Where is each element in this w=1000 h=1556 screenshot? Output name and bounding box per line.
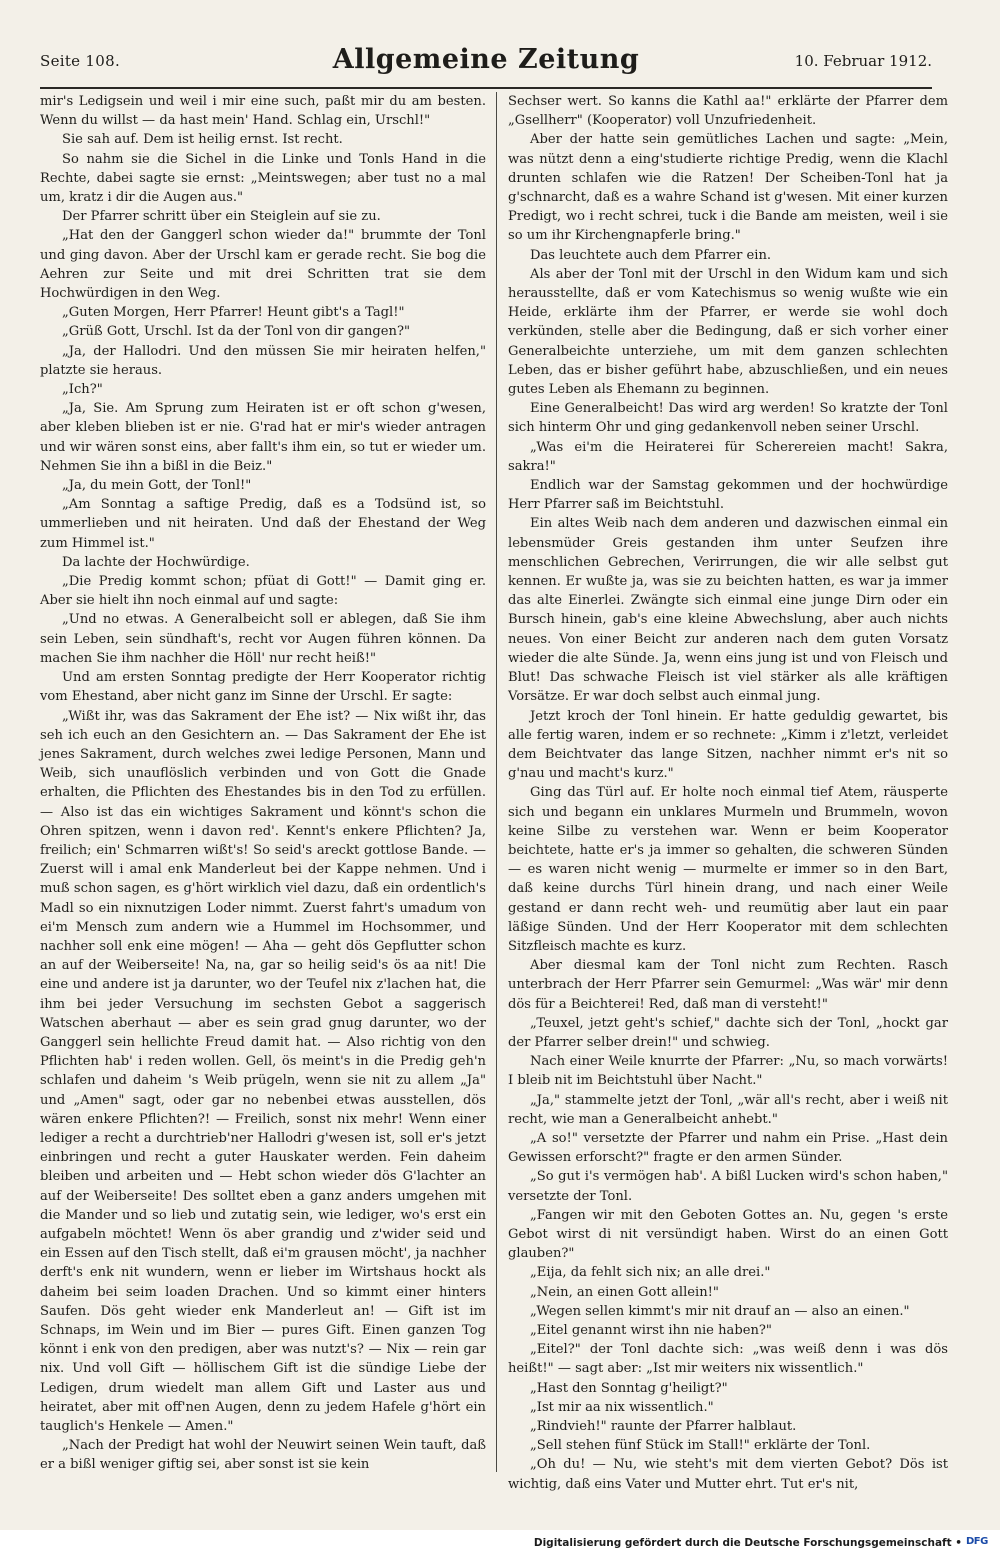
left-column-paragraph: „Guten Morgen, Herr Pfarrer! Heunt gibt's a Tagl!" bbox=[62, 305, 405, 321]
right-column-paragraph: „Nein, an einen Gott allein!" bbox=[530, 1284, 719, 1300]
right-column-paragraph: Endlich war der Samstag gekommen und der hochwürdige Herr Pfarrer saß im Beichtstuhl. bbox=[508, 478, 948, 513]
left-column-paragraph: „Hat den der Ganggerl schon wieder da!" brummte der Tonl und ging davon. Aber der Urschl kam er gerade recht. Sie bog die Aehren zur Seite und mit drei Schritten trat sie dem Hochwürdigen in den Weg. bbox=[40, 228, 486, 302]
right-column-paragraph: Ein altes Weib nach dem anderen und dazwischen einmal ein lebensmüder Greis gestanden ihm unter Seufzen ihre menschlichen Gebrechen, Verirrungen, die wir alle selbst gut kennen. Er wußte ja, was sie zu beichten hatten, es war ja immer das alte Einerlei. Zwängte sich einmal eine junge Dirn oder ein Bursch hinein, gab's eine kleine Abwechslung, aber auch nichts neues. Von einer Beicht zur anderen nach dem guten Vorsatz wieder die alte Sünde. Ja, wenn eins jung ist und von Fleisch und Blut! Das schwache Fleisch ist viel stärker als alle kräftigen Vorsätze. Er war doch selbst auch einmal jung. bbox=[508, 516, 948, 705]
dfg-logo-text: DFG bbox=[966, 1536, 988, 1547]
right-column-paragraph: Aber diesmal kam der Tonl nicht zum Rechten. Rasch unterbrach der Herr Pfarrer sein Gemurmel: „Was wär' mir denn dös für a Beichterei! Red, daß man di versteht!" bbox=[508, 958, 948, 1012]
right-column-paragraph: „Teuxel, jetzt geht's schief," dachte sich der Tonl, „hockt gar der Pfarrer selber drein!" und schwieg. bbox=[508, 1015, 948, 1050]
right-column-paragraph: Sechser wert. So kanns die Kathl aa!" erklärte der Pfarrer dem „Gsellherr" (Kooperator) voll Unzufriedenheit. bbox=[508, 94, 948, 129]
left-column-paragraph: „Ja, der Hallodri. Und den müssen Sie mir heiraten helfen," platzte sie heraus. bbox=[40, 343, 486, 378]
page-header bbox=[40, 44, 932, 84]
digitization-credit: Digitalisierung gefördert durch die Deutsche Forschungsgemeinschaft • bbox=[533, 1537, 962, 1549]
right-column-paragraph: „Eitel genannt wirst ihn nie haben?" bbox=[530, 1323, 772, 1338]
right-column-paragraph: „Wegen sellen kimmt's mir nit drauf an — also an einen." bbox=[530, 1303, 910, 1319]
right-column-paragraph: „Sell stehen fünf Stück im Stall!" erklärte der Tonl. bbox=[530, 1438, 871, 1454]
right-column-paragraph: „Ja," stammelte jetzt der Tonl, „wär all's recht, aber i weiß nit recht, wie man a Generalbeicht anhebt." bbox=[508, 1092, 948, 1127]
right-column-paragraph: „Eija, da fehlt sich nix; an alle drei." bbox=[530, 1265, 771, 1281]
left-column-paragraph: So nahm sie die Sichel in die Linke und Tonls Hand in die Rechte, dabei sagte sie ernst: „Meintswegen; aber tust no a mal um, kratz i dir die Augen aus." bbox=[40, 151, 486, 206]
masthead-title: Allgemeine Zeitung bbox=[332, 44, 640, 75]
right-column-paragraph: „Was ei'm die Heiraterei für Scherereien macht! Sakra, sakra!" bbox=[508, 439, 948, 474]
dfg-logo bbox=[966, 1536, 994, 1550]
right-column-paragraph: „Hast den Sonntag g'heiligt?" bbox=[530, 1380, 728, 1396]
left-column bbox=[40, 92, 486, 1472]
right-column-paragraph: „Ist mir aa nix wissentlich." bbox=[530, 1399, 714, 1415]
right-column-paragraph: Jetzt kroch der Tonl hinein. Er hatte geduldig gewartet, bis alle fertig waren, indem er so rechnete: „Kimm i z'letzt, verleidet dem Beichtvater das lange Sitzen, nachher nimmt er's nit so g'nau und macht's kurz." bbox=[508, 708, 948, 782]
column-divider bbox=[496, 92, 497, 1472]
right-column-paragraph: Das leuchtete auch dem Pfarrer ein. bbox=[530, 247, 772, 263]
left-column-paragraph: „Am Sonntag a saftige Predig, daß es a Todsünd ist, so ummerlieben und nit heiraten. Und daß der Ehestand der Weg zum Himmel ist." bbox=[40, 497, 486, 551]
left-column-paragraph: Und am ersten Sonntag predigte der Herr Kooperator richtig vom Ehestand, aber nicht ganz im Sinne der Urschl. Er sagte: bbox=[40, 670, 486, 705]
right-column-paragraph: Aber der hatte sein gemütliches Lachen und sagte: „Mein, was nützt denn a eing'studierte richtige Predig, wenn die Klachl drunten schlafen wie die Ratzen! Der Scheiben-Tonl hat ja g'schnarcht, daß es a wahre Schand ist g'wesen. Mit einer kurzen Predigt, wo i recht schrei, tuck i die Bande am meisten, weil i sie so um ihr Kirchengnapferle bring." bbox=[508, 132, 948, 244]
footer-bar bbox=[0, 1530, 1000, 1556]
left-column-paragraph: „Grüß Gott, Urschl. Ist da der Tonl von dir gangen?" bbox=[62, 324, 411, 340]
right-column-paragraph: Eine Generalbeicht! Das wird arg werden! So kratzte der Tonl sich hinterm Ohr und ging gedankenvoll neben seiner Urschl. bbox=[508, 401, 948, 436]
left-column-paragraph: mir's Ledigsein und weil i mir eine such, paßt mir du am besten. Wenn du willst — da hast mein' Hand. Schlag ein, Urschl!" bbox=[40, 94, 486, 129]
left-column-paragraph: Der Pfarrer schritt über ein Steiglein auf sie zu. bbox=[62, 209, 381, 225]
left-column-paragraph: „Nach der Predigt hat wohl der Neuwirt seinen Wein tauft, daß er a bißl weniger giftig sei, aber sonst ist sie kein bbox=[40, 1438, 486, 1473]
right-column-paragraph: Ging das Türl auf. Er holte noch einmal tief Atem, räusperte sich und begann ein unklares Murmeln und Brummeln, wovon keine Silbe zu verstehen war. Wenn er beim Kooperator beichtete, hatte er's ja immer so gehalten, die schweren Sünden — es waren nicht wenig — murmelte er immer so in den Bart, daß keine durchs Türl hinein drang, und nach einer Weile gestand er dann recht weh- und reumütig aber laut ein paar läßige Sünden. Und der Herr Kooperator mit dem schlechten Sitzfleisch machte es kurz. bbox=[508, 785, 948, 954]
right-column bbox=[508, 92, 948, 1492]
left-column-paragraph: Sie sah auf. Dem ist heilig ernst. Ist recht. bbox=[62, 132, 343, 148]
right-column-paragraph: „Rindvieh!" raunte der Pfarrer halblaut. bbox=[530, 1419, 797, 1435]
page-number: Seite 108. bbox=[40, 52, 121, 70]
left-column-paragraph: „Und no etwas. A Generalbeicht soll er ablegen, daß Sie ihm sein Leben, sein sündhaft's, recht vor Augen führen können. Da machen Sie ihm nachher die Höll' nur recht heiß!" bbox=[40, 612, 486, 666]
right-column-paragraph: Nach einer Weile knurrte der Pfarrer: „Nu, so mach vorwärts! I bleib nit im Beichtstuhl über Nacht." bbox=[508, 1054, 948, 1089]
right-column-paragraph: „Oh du! — Nu, wie steht's mit dem vierten Gebot? Dös ist wichtig, daß eins Vater und Mutter ehrt. Tut er's nit, bbox=[508, 1457, 948, 1492]
right-column-paragraph: Als aber der Tonl mit der Urschl in den Widum kam und sich herausstellte, daß er vom Katechismus so wenig wußte wie ein Heide, erklärte ihm der Pfarrer, er werde sie wohl doch verkünden, stelle aber die Bedingung, daß er sich vorher einer Generalbeichte unterziehe, um mit dem ganzen schlechten Leben, das er bisher geführt habe, abzuschließen, und ein neues gutes Leben als Ehemann zu beginnen. bbox=[508, 266, 948, 398]
left-column-paragraph: „Wißt ihr, was das Sakrament der Ehe ist? — Nix wißt ihr, das seh ich euch an den Gesichtern an. — Das Sakrament der Ehe ist jenes Sakrament, durch welches zwei ledige Personen, Mann und Weib, sich unauflöslich verbinden und von Gott die Gnade erhalten, die Pflichten des Ehestandes bis in den Tod zu erfüllen. — Also ist das ein wichtiges Sakrament und könnt's schon die Ohren spitzen, wenn i davon red'. Kennt's enkere Pflichten? Ja, freilich; ein' Schmarren wißt's! So seid's areckt gottlose Bande. — Zuerst will i amal enk Manderleut bei der Kappe nehmen. Und i muß schon sagen, es g'hört wirklich viel dazu, daß ein ordentlich's Madl so ein nixnutzigen Loder nimmt. Zuerst fahrt's umadum von ei'm Mensch zum andern wie a Hummel im Hochsommer, und nachher soll enk eine mögen! — Aha — geht dös Gepflutter schon an auf der Weiberseite! Na, na, gar so heilig seid's ös aa nit! Die eine und andere ist ja darunter, wo der Teufel nix z'lachen hat, die ihm bei jeder Versuchung im sechsten Gebot a saggerisch Watschen aberhaut — aber es sein grad gnug darunter, wo der Ganggerl sein hellichte Freud damit hat. — Also richtig von den Pflichten hab' i reden wollen. Gell, ös meint's in die Predig geh'n schlafen und daheim 's Weib prügeln, wenn sie nit zu allem „Ja" und „Amen" sagt, oder gar no nebenbei etwas ausstellen, dös wären enkere Pflichten?! — Freilich, sonst nix mehr! Wenn einer lediger a recht a durchtrieb'ner Hallodri g'wesen ist, soll er's jetzt einbringen und recht a guter Hauskater werden. Fein daheim bleiben und arbeiten und — Hebt schon wieder dös G'lachter an auf der Weiberseite! Des solltet eben a ganz anders umgehen mit die Mander und so lieb und zutatig sein, wie lediger, wo's erst ein aufgabeln möchtet! Wenn ös aber grandig und z'wider seid und ein Essen auf den Tisch stellt, daß ei'm grausen möcht', ja nachher derft's enk nit wundern, wenn er lieber im Wirtshaus hockt als daheim bei seim loaden Drachen. Und so kimmt einer hinters Saufen. Dös geht wieder enk Manderleut an! — Gift ist im Schnaps, im Wein und im Bier — pures Gift. Einen ganzen Tog könnt i enk von den predigen, aber was nutzt's? — Nix — rein gar nix. Und voll Gift — höllischem Gift ist die sündige Liebe der Ledigen, drum wiedelt man allem Gift und Laster aus und heiratet, aber mit off'nen Augen, denn zu jedem Hafele g'hört ein tauglich's Henkele — Amen." bbox=[40, 708, 486, 1435]
issue-date: 10. Februar 1912. bbox=[794, 52, 932, 70]
left-column-paragraph: Da lachte der Hochwürdige. bbox=[62, 554, 250, 570]
left-column-paragraph: „Ja, du mein Gott, der Tonl!" bbox=[62, 478, 252, 494]
header-rule bbox=[40, 87, 932, 89]
left-column-paragraph: „Ja, Sie. Am Sprung zum Heiraten ist er oft schon g'wesen, aber kleben blieben ist er nie. G'rad hat er mir's wieder antragen und wir wären sonst eins, aber fallt's ihm ein, so tut er wieder um. Nehmen Sie ihn a bißl in die Beiz." bbox=[40, 401, 486, 474]
right-column-paragraph: „Fangen wir mit den Geboten Gottes an. Nu, gegen 's erste Gebot wirst di nit versündigt haben. Wirst do an einen Gott glauben?" bbox=[508, 1207, 948, 1262]
left-column-paragraph: „Die Predig kommt schon; pfüat di Gott!" — Damit ging er. Aber sie hielt ihn noch einmal auf und sagte: bbox=[40, 574, 486, 609]
right-column-paragraph: „A so!" versetzte der Pfarrer und nahm ein Prise. „Hast dein Gewissen erforscht?" fragte er den armen Sünder. bbox=[508, 1130, 948, 1166]
right-column-paragraph: „Eitel?" der Tonl dachte sich: „was weiß denn i was dös heißt!" — sagt aber: „Ist mir weiters nix wissentlich." bbox=[508, 1342, 948, 1377]
right-column-paragraph: „So gut i's vermögen hab'. A bißl Lucken wird's schon haben," versetzte der Tonl. bbox=[508, 1169, 948, 1204]
left-column-paragraph: „Ich?" bbox=[62, 382, 103, 398]
